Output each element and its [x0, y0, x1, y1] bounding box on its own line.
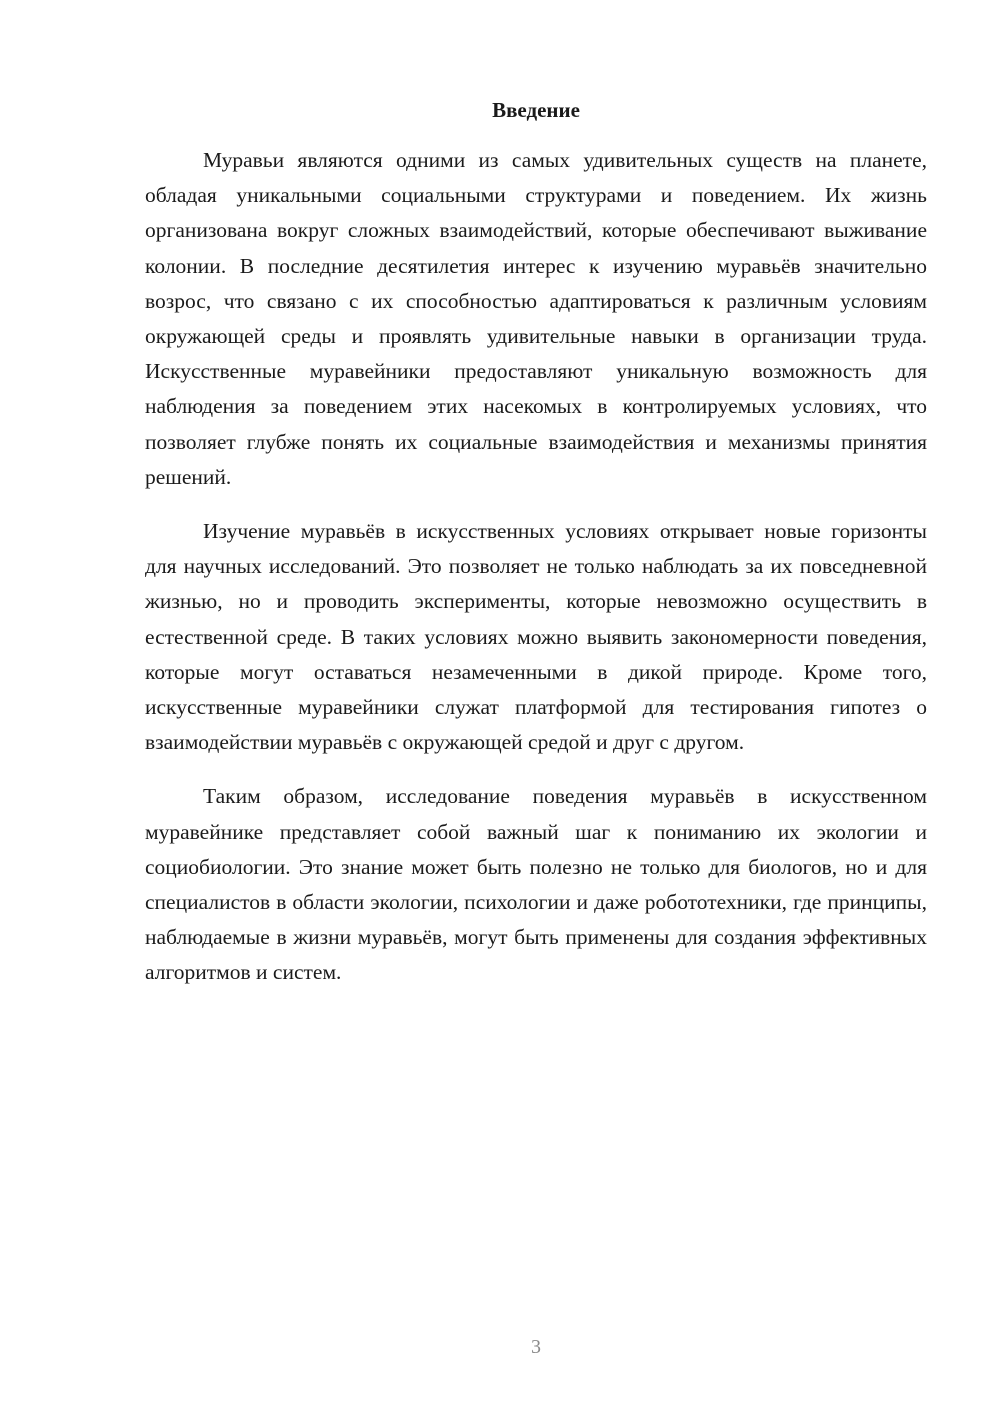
- paragraph-3: Таким образом, исследование поведения муравьёв в искусственном муравейнике представляет собой важный шаг к пониманию их экологии и социобиологии. Это знание может быть полезно не только для биологов, но и для специалистов в области экологии, психологии и даже робототехники, где принципы, наблюдаемые в жизни муравьёв, могут быть применены для создания эффективных алгоритмов и систем.: [145, 784, 927, 985]
- page-number: 3: [531, 1336, 541, 1358]
- paragraph-1: Муравьи являются одними из самых удивительных существ на планете, обладая уникальными социальными структурами и поведением. Их жизнь организована вокруг сложных взаимодействий, которые обеспечивают выживание колонии. В последние десятилетия интерес к изучению муравьёв значительно возрос, что связано с их способностью адаптироваться к различным условиям окружающей среды и проявлять удивительные навыки в организации труда. Искусственные муравейники предоставляют уникальную возможность для наблюдения за поведением этих насекомых в контролируемых условиях, что позволяет глубже понять их социальные взаимодействия и механизмы принятия решений.: [145, 148, 927, 489]
- document-body: [145, 143, 927, 1010]
- paragraph-2: Изучение муравьёв в искусственных условиях открывает новые горизонты для научных исследований. Это позволяет не только наблюдать за их повседневной жизнью, но и проводить эксперименты, которые невозможно осуществить в естественной среде. В таких условиях можно выявить закономерности поведения, которые могут оставаться незамеченными в дикой природе. Кроме того, искусственные муравейники служат платформой для тестирования гипотез о взаимодействии муравьёв с окружающей средой и друг с другом.: [145, 519, 927, 755]
- page-title: Введение: [492, 98, 580, 122]
